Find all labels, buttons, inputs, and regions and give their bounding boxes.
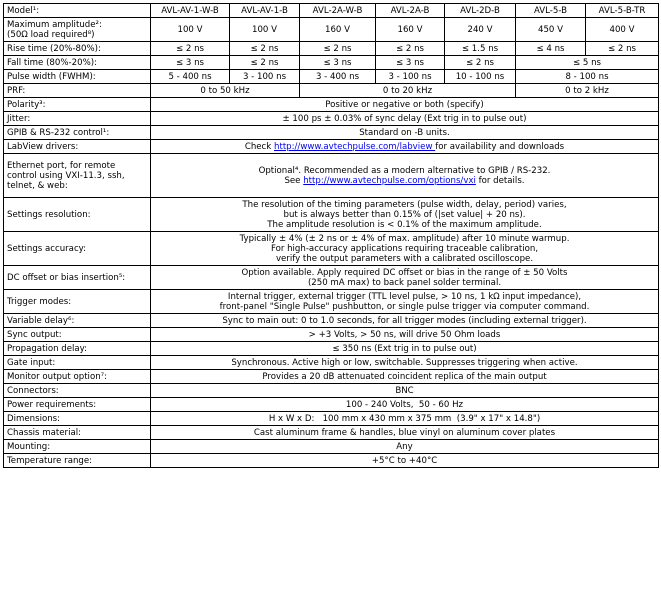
fall-time-value: ≤ 2 ns xyxy=(230,56,300,70)
row-chassis-material xyxy=(4,426,659,440)
row-model xyxy=(4,4,659,18)
model-header: AVL-5-B xyxy=(516,4,586,18)
ethernet-label: Ethernet port, for remote control using VXI-11.3, ssh, telnet, & web: xyxy=(4,154,151,198)
trigger-modes-value xyxy=(151,290,659,314)
row-mounting xyxy=(4,440,659,454)
pulse-width-label: Pulse width (FWHM): xyxy=(4,70,151,84)
ethernet-value xyxy=(151,154,659,198)
mounting-value: Any xyxy=(151,440,659,454)
dimensions-value: H x W x D: 100 mm x 430 mm x 375 mm (3.9" x 17" x 14.8") xyxy=(151,412,659,426)
pulse-width-value: 10 - 100 ns xyxy=(445,70,516,84)
trigger-line: front-panel "Single Pulse" pushbutton, or single pulse trigger via computer command. xyxy=(219,301,590,312)
settings-resolution-value xyxy=(151,198,659,232)
rise-time-value: ≤ 1.5 ns xyxy=(445,42,516,56)
labview-text: for availability and downloads xyxy=(435,141,565,152)
amplitude-value: 400 V xyxy=(586,18,659,42)
dc-offset-line: Option available. Apply required DC offset or bias in the range of ± 50 Volts xyxy=(241,267,568,278)
propagation-delay-value: ≤ 350 ns (Ext trig in to pulse out) xyxy=(151,342,659,356)
pulse-width-value: 3 - 100 ns xyxy=(376,70,445,84)
monitor-output-value: Provides a 20 dB attenuated coincident replica of the main output xyxy=(151,370,659,384)
row-polarity xyxy=(4,98,659,112)
power-label: Power requirements: xyxy=(4,398,151,412)
row-temperature xyxy=(4,454,659,468)
ethernet-text: for details. xyxy=(475,175,525,186)
row-variable-delay xyxy=(4,314,659,328)
model-header: AVL-AV-1-W-B xyxy=(151,4,230,18)
amplitude-label xyxy=(4,18,151,42)
amplitude-value: 100 V xyxy=(151,18,230,42)
amplitude-value: 160 V xyxy=(376,18,445,42)
ethernet-line: Optional⁴. Recommended as a modern alternative to GPIB / RS-232. xyxy=(258,165,551,176)
pulse-width-value: 3 - 100 ns xyxy=(230,70,300,84)
ethernet-line xyxy=(154,176,655,186)
pulse-width-value: 8 - 100 ns xyxy=(516,70,659,84)
row-dimensions xyxy=(4,412,659,426)
rise-time-value: ≤ 4 ns xyxy=(516,42,586,56)
row-settings-resolution xyxy=(4,198,659,232)
prf-value: 0 to 20 kHz xyxy=(300,84,516,98)
model-header: AVL-2A-W-B xyxy=(300,4,376,18)
temperature-label: Temperature range: xyxy=(4,454,151,468)
jitter-value: ± 100 ps ± 0.03% of sync delay (Ext trig in to pulse out) xyxy=(151,112,659,126)
ethernet-text: See xyxy=(284,175,304,186)
pulse-width-value: 3 - 400 ns xyxy=(300,70,376,84)
labview-value xyxy=(151,140,659,154)
propagation-delay-label: Propagation delay: xyxy=(4,342,151,356)
gpib-label: GPIB & RS-232 control¹: xyxy=(4,126,151,140)
connectors-label: Connectors: xyxy=(4,384,151,398)
amplitude-label-line: (50Ω load required⁸) xyxy=(7,29,95,40)
settings-accuracy-value xyxy=(151,232,659,266)
labview-link[interactable]: http://www.avtechpulse.com/labview xyxy=(274,141,436,152)
row-amplitude xyxy=(4,18,659,42)
vxi-link[interactable]: http://www.avtechpulse.com/options/vxi xyxy=(303,175,476,186)
fall-time-value: ≤ 3 ns xyxy=(300,56,376,70)
row-fall-time xyxy=(4,56,659,70)
variable-delay-value: Sync to main out: 0 to 1.0 seconds, for all trigger modes (including external trigger). xyxy=(151,314,659,328)
sync-output-value: > +3 Volts, > 50 ns, will drive 50 Ohm loads xyxy=(151,328,659,342)
mounting-label: Mounting: xyxy=(4,440,151,454)
model-header: AVL-2A-B xyxy=(376,4,445,18)
dimensions-label: Dimensions: xyxy=(4,412,151,426)
polarity-label: Polarity³: xyxy=(4,98,151,112)
amplitude-value: 240 V xyxy=(445,18,516,42)
model-header: AVL-AV-1-B xyxy=(230,4,300,18)
connectors-value: BNC xyxy=(151,384,659,398)
row-power xyxy=(4,398,659,412)
prf-value: 0 to 2 kHz xyxy=(516,84,659,98)
row-gate-input xyxy=(4,356,659,370)
row-sync-output xyxy=(4,328,659,342)
row-dc-offset xyxy=(4,266,659,290)
fall-time-label: Fall time (80%-20%): xyxy=(4,56,151,70)
gate-input-value: Synchronous. Active high or low, switchable. Suppresses triggering when active. xyxy=(151,356,659,370)
dc-offset-line: (250 mA max) to back panel solder terminal. xyxy=(307,277,502,288)
specifications-table xyxy=(3,3,659,468)
row-connectors xyxy=(4,384,659,398)
amplitude-value: 450 V xyxy=(516,18,586,42)
temperature-value: +5°C to +40°C xyxy=(151,454,659,468)
model-header: AVL-2D-B xyxy=(445,4,516,18)
model-label: Model¹: xyxy=(4,4,151,18)
prf-label: PRF: xyxy=(4,84,151,98)
row-monitor-output xyxy=(4,370,659,384)
gpib-value: Standard on -B units. xyxy=(151,126,659,140)
amplitude-value: 160 V xyxy=(300,18,376,42)
row-trigger-modes xyxy=(4,290,659,314)
settings-resolution-label: Settings resolution: xyxy=(4,198,151,232)
rise-time-value: ≤ 2 ns xyxy=(300,42,376,56)
rise-time-value: ≤ 2 ns xyxy=(586,42,659,56)
row-jitter xyxy=(4,112,659,126)
variable-delay-label: Variable delay⁶: xyxy=(4,314,151,328)
polarity-value: Positive or negative or both (specify) xyxy=(151,98,659,112)
jitter-label: Jitter: xyxy=(4,112,151,126)
fall-time-value: ≤ 5 ns xyxy=(516,56,659,70)
monitor-output-label: Monitor output option⁷: xyxy=(4,370,151,384)
dc-offset-label: DC offset or bias insertion⁵: xyxy=(4,266,151,290)
amplitude-label-line: Maximum amplitude²: xyxy=(7,19,102,30)
rise-time-label: Rise time (20%-80%): xyxy=(4,42,151,56)
labview-text: Check xyxy=(244,141,274,152)
row-gpib xyxy=(4,126,659,140)
prf-value: 0 to 50 kHz xyxy=(151,84,300,98)
chassis-material-value: Cast aluminum frame & handles, blue vinyl on aluminum cover plates xyxy=(151,426,659,440)
settings-accuracy-label: Settings accuracy: xyxy=(4,232,151,266)
row-labview xyxy=(4,140,659,154)
trigger-modes-label: Trigger modes: xyxy=(4,290,151,314)
gate-input-label: Gate input: xyxy=(4,356,151,370)
row-prf xyxy=(4,84,659,98)
dc-offset-value xyxy=(151,266,659,290)
row-rise-time xyxy=(4,42,659,56)
row-settings-accuracy xyxy=(4,232,659,266)
row-ethernet xyxy=(4,154,659,198)
trigger-line: Internal trigger, external trigger (TTL level pulse, > 10 ns, 1 kΩ input impedance), xyxy=(227,291,582,302)
rise-time-value: ≤ 2 ns xyxy=(151,42,230,56)
amplitude-value: 100 V xyxy=(230,18,300,42)
accuracy-line: verify the output parameters with a calibrated oscilloscope. xyxy=(275,253,534,264)
resolution-line: but is always better than 0.15% of (|set value| + 20 ns). xyxy=(283,209,526,220)
resolution-line: The resolution of the timing parameters (pulse width, delay, period) varies, xyxy=(242,199,567,210)
pulse-width-value: 5 - 400 ns xyxy=(151,70,230,84)
accuracy-line: For high-accuracy applications requiring traceable calibration, xyxy=(270,243,539,254)
labview-label: LabView drivers: xyxy=(4,140,151,154)
rise-time-value: ≤ 2 ns xyxy=(376,42,445,56)
fall-time-value: ≤ 2 ns xyxy=(445,56,516,70)
rise-time-value: ≤ 2 ns xyxy=(230,42,300,56)
row-propagation-delay xyxy=(4,342,659,356)
chassis-material-label: Chassis material: xyxy=(4,426,151,440)
power-value: 100 - 240 Volts, 50 - 60 Hz xyxy=(151,398,659,412)
resolution-line: The amplitude resolution is < 0.1% of the maximum amplitude. xyxy=(267,219,542,230)
fall-time-value: ≤ 3 ns xyxy=(151,56,230,70)
fall-time-value: ≤ 3 ns xyxy=(376,56,445,70)
row-pulse-width xyxy=(4,70,659,84)
sync-output-label: Sync output: xyxy=(4,328,151,342)
accuracy-line: Typically ± 4% (± 2 ns or ± 4% of max. amplitude) after 10 minute warmup. xyxy=(239,233,570,244)
model-header: AVL-5-B-TR xyxy=(586,4,659,18)
